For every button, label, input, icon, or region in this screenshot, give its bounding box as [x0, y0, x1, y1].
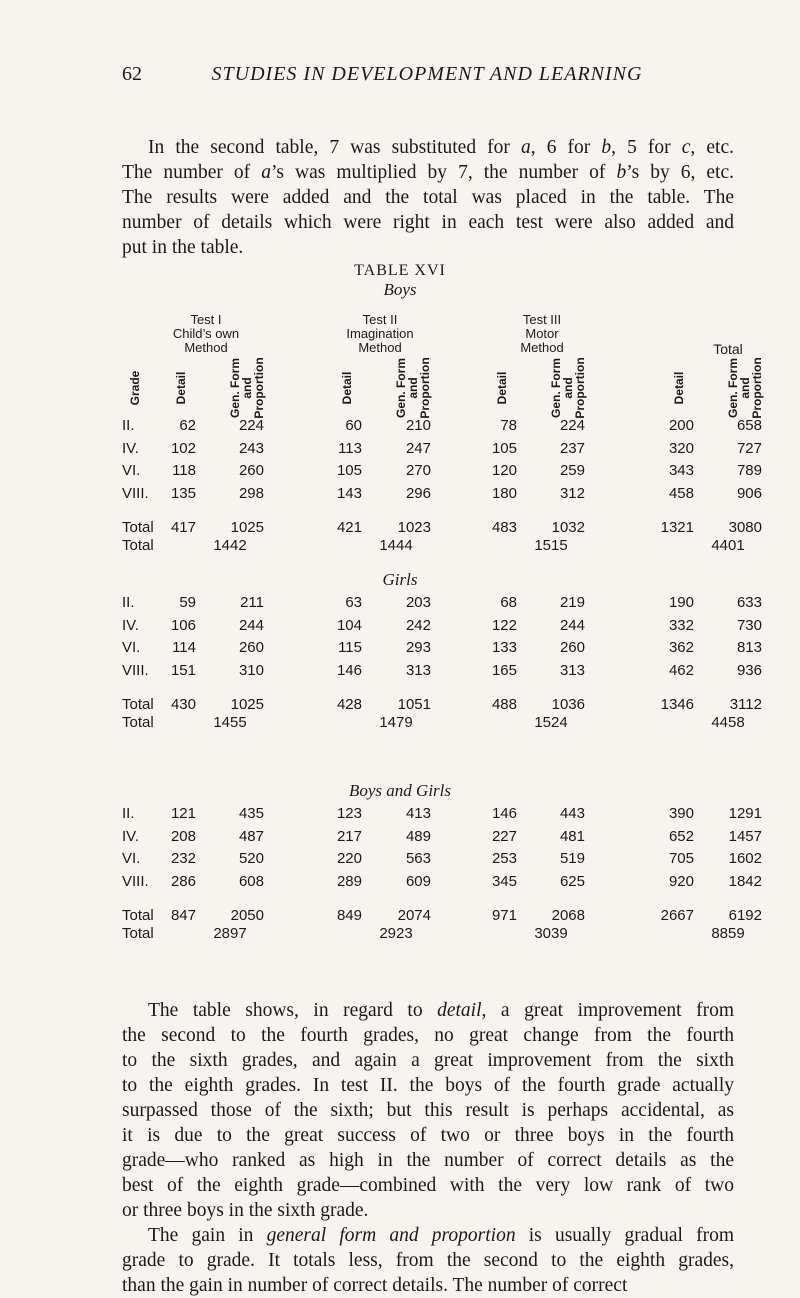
gen-form-column-label: Gen. Form and Proportion: [394, 357, 432, 419]
section-title: Girls: [382, 570, 418, 589]
table-cell: 115: [338, 639, 362, 656]
table-cell: 135: [170, 484, 196, 502]
table-cell: 1842: [728, 872, 762, 890]
table-cell: 217: [336, 827, 362, 845]
gen-form-column-label: Gen. Form and Proportion: [549, 357, 587, 419]
table-cell: 413: [405, 805, 431, 822]
table-cell: 243: [238, 439, 264, 457]
total-header: Total: [713, 341, 743, 357]
grade-cell: VI.: [122, 462, 141, 479]
table-cell: 971: [491, 907, 517, 924]
body-line: The gain in general form and proportion is usually gradual from: [148, 1225, 734, 1246]
table-cell: 68: [500, 594, 517, 611]
table-cell: 224: [559, 417, 585, 434]
table-cell: 6192: [728, 907, 762, 924]
table-cell: 208: [170, 827, 196, 845]
table-cell: 462: [668, 661, 694, 679]
table-cell: 227: [491, 827, 517, 845]
body-line: best of the eighth grade—combined with the very low rank of two: [122, 1175, 734, 1196]
table-cell: 105: [491, 439, 517, 457]
table-cell: 608: [238, 872, 264, 890]
table-cell: 253: [491, 850, 517, 867]
grade-cell: VIII.: [122, 661, 149, 679]
grade-cell: Total: [122, 907, 154, 924]
grade-cell: VI.: [122, 639, 141, 656]
intro-line: The number of a’s was multiplied by 7, the number of b’s by 6, etc.: [122, 162, 734, 183]
test-name: Test III: [522, 312, 562, 327]
combined-total-cell: 8859: [711, 925, 745, 942]
grade-cell: IV.: [122, 439, 139, 457]
intro-line: The results were added and the total was placed in the table. The: [122, 187, 734, 208]
table-cell: 390: [668, 805, 694, 822]
table-cell: 211: [240, 594, 264, 611]
table-cell: 123: [336, 805, 362, 822]
table-cell: 813: [736, 639, 762, 656]
body-paragraph: [122, 998, 734, 1298]
table-cell: 1291: [728, 805, 762, 822]
table-cell: 727: [736, 439, 762, 457]
table-cell: 652: [668, 827, 694, 845]
body-line: The table shows, in regard to detail, a great improvement from: [148, 1000, 734, 1021]
table-cell: 151: [170, 661, 196, 679]
table-cell: 244: [238, 616, 264, 634]
grade-column-label: Grade: [128, 370, 142, 406]
table-cell: 1025: [230, 519, 264, 536]
combined-total-cell: 1515: [534, 537, 568, 554]
table-cell: 332: [668, 616, 694, 634]
table-cell: 2074: [397, 907, 431, 924]
table-cell: 1346: [660, 696, 694, 713]
test-header: [472, 313, 612, 355]
table-cell: 244: [559, 616, 585, 634]
table-cell: 3080: [728, 519, 762, 536]
body-line: to the sixth grades, and again a great improvement from the sixth: [122, 1050, 734, 1071]
table-cell: 62: [179, 417, 196, 434]
body-line: to the eighth grades. In test II. the boys of the fourth grade actually: [122, 1075, 734, 1096]
body-line: grade to grade. It totals less, from the second to the eighth grades,: [122, 1250, 734, 1271]
intro-line: In the second table, 7 was substituted for a, 6 for b, 5 for c, etc.: [148, 137, 734, 158]
table-cell: 105: [336, 462, 362, 479]
body-line: the second to the fourth grades, no great change from the fourth: [122, 1025, 734, 1046]
test-method-2: Method: [184, 340, 228, 355]
table-cell: 260: [238, 639, 264, 656]
table-cell: 259: [559, 462, 585, 479]
table-cell: 458: [668, 484, 694, 502]
table-cell: 220: [336, 850, 362, 867]
table-cell: 146: [336, 661, 362, 679]
table-cell: 428: [336, 696, 362, 713]
table-cell: 180: [491, 484, 517, 502]
table-cell: 936: [736, 661, 762, 679]
test-method-2: Method: [358, 340, 402, 355]
table-cell: 421: [336, 519, 362, 536]
grade-cell: VIII.: [122, 872, 149, 890]
body-line: or three boys in the sixth grade.: [122, 1200, 369, 1221]
table-cell: 165: [491, 661, 517, 679]
test-header: [310, 313, 450, 355]
table-cell: 847: [170, 907, 196, 924]
table-cell: 219: [559, 594, 585, 611]
test-method: Imagination: [346, 326, 414, 341]
gen-form-column-label: Gen. Form and Proportion: [228, 357, 266, 419]
table-cell: 2050: [230, 907, 264, 924]
gen-form-column-label: Gen. Form and Proportion: [726, 357, 764, 419]
table-cell: 1051: [397, 696, 431, 713]
table-cell: 705: [668, 850, 694, 867]
body-line: surpassed those of the sixth; but this result is perhaps accidental, as: [122, 1100, 734, 1121]
grade-cell: VIII.: [122, 484, 149, 502]
table-cell: 106: [170, 616, 196, 634]
table-cell: 63: [345, 594, 362, 611]
table-cell: 247: [405, 439, 431, 457]
grand-total-label: Total: [122, 537, 154, 554]
table-cell: 224: [238, 417, 264, 434]
table-cell: 789: [736, 462, 762, 479]
combined-total-cell: 1455: [213, 714, 247, 731]
table-cell: 143: [336, 484, 362, 502]
table-cell: 293: [405, 639, 431, 656]
table-cell: 200: [668, 417, 694, 434]
table-cell: 286: [170, 872, 196, 890]
test-name: Test II: [362, 312, 398, 327]
grade-cell: VI.: [122, 850, 141, 867]
table-cell: 1025: [230, 696, 264, 713]
table-cell: 563: [405, 850, 431, 867]
grade-cell: II.: [122, 805, 135, 822]
table-cell: 920: [668, 872, 694, 890]
table-cell: 730: [736, 616, 762, 634]
table-cell: 60: [345, 417, 362, 434]
table-cell: 362: [668, 639, 694, 656]
table-cell: 289: [336, 872, 362, 890]
table-cell: 102: [170, 439, 196, 457]
table-cell: 658: [736, 417, 762, 434]
combined-total-cell: 1442: [213, 537, 247, 554]
table-cell: 1602: [728, 850, 762, 867]
intro-line: number of details which were right in each test were also added and: [122, 212, 734, 233]
table-title: TABLE XVI: [354, 262, 446, 279]
combined-total-cell: 1444: [379, 537, 413, 554]
table-cell: 435: [238, 805, 264, 822]
body-line: than the gain in number of correct details. The number of correct: [122, 1275, 628, 1296]
table-cell: 481: [559, 827, 585, 845]
grade-cell: Total: [122, 519, 154, 536]
intro-paragraph: [122, 135, 734, 260]
table-cell: 260: [559, 639, 585, 656]
table-cell: 298: [238, 484, 264, 502]
table-cell: 118: [172, 462, 196, 479]
table-cell: 2068: [551, 907, 585, 924]
table-cell: 203: [405, 594, 431, 611]
section-title: Boys: [383, 280, 417, 299]
test-header: [136, 313, 276, 355]
table-cell: 625: [559, 872, 585, 890]
table-cell: 122: [491, 616, 517, 634]
table-cell: 59: [179, 594, 196, 611]
table-cell: 1023: [397, 519, 431, 536]
page-header: [122, 63, 732, 93]
test-method: Child’s own: [172, 326, 240, 341]
page-number: 62: [122, 63, 142, 85]
combined-total-cell: 1524: [534, 714, 568, 731]
table-cell: 313: [559, 661, 585, 679]
table-cell: 104: [336, 616, 362, 634]
combined-total-cell: 4401: [711, 537, 745, 554]
table-cell: 270: [405, 462, 431, 479]
table-cell: 519: [559, 850, 585, 867]
intro-line: put in the table.: [122, 237, 244, 258]
table-cell: 120: [491, 462, 517, 479]
detail-column-label: Detail: [174, 371, 188, 405]
test-name: Test I: [190, 312, 222, 327]
combined-total-cell: 2923: [379, 925, 413, 942]
table-cell: 313: [405, 661, 431, 679]
combined-total-cell: 1479: [379, 714, 413, 731]
combined-total-cell: 4458: [711, 714, 745, 731]
body-line: it is due to the great success of two or three boys in the fourth: [122, 1125, 734, 1146]
table-cell: 242: [405, 616, 431, 634]
grand-total-label: Total: [122, 714, 154, 731]
table-cell: 520: [238, 850, 264, 867]
table-cell: 210: [405, 417, 431, 434]
detail-column-label: Detail: [340, 371, 354, 405]
grand-total-label: Total: [122, 925, 154, 942]
table-cell: 312: [559, 484, 585, 502]
table-cell: 113: [338, 439, 362, 457]
table-cell: 487: [238, 827, 264, 845]
table-cell: 1032: [551, 519, 585, 536]
table-cell: 483: [491, 519, 517, 536]
section-title: Boys and Girls: [349, 781, 451, 800]
table-cell: 343: [668, 462, 694, 479]
combined-total-cell: 3039: [534, 925, 568, 942]
table-cell: 633: [736, 594, 762, 611]
table-cell: 133: [491, 639, 517, 656]
grade-cell: IV.: [122, 827, 139, 845]
body-line: grade—who ranked as high in the number of correct details as the: [122, 1150, 734, 1171]
table-cell: 237: [559, 439, 585, 457]
table-cell: 443: [559, 805, 585, 822]
table-cell: 114: [172, 639, 196, 656]
table-cell: 320: [668, 439, 694, 457]
table-cell: 849: [336, 907, 362, 924]
grade-cell: II.: [122, 417, 135, 434]
table-cell: 296: [405, 484, 431, 502]
table-cell: 190: [668, 594, 694, 611]
table-cell: 488: [491, 696, 517, 713]
table-cell: 3112: [729, 696, 762, 713]
table-cell: 906: [736, 484, 762, 502]
table-cell: 232: [170, 850, 196, 867]
detail-column-label: Detail: [672, 371, 686, 405]
table-cell: 146: [491, 805, 517, 822]
table-cell: 430: [170, 696, 196, 713]
table-cell: 78: [500, 417, 517, 434]
grade-cell: IV.: [122, 616, 139, 634]
table-cell: 345: [491, 872, 517, 890]
test-method: Motor: [525, 326, 559, 341]
table-cell: 260: [238, 462, 264, 479]
table-cell: 1457: [728, 827, 762, 845]
table-cell: 310: [238, 661, 264, 679]
grade-cell: Total: [122, 696, 154, 713]
table-cell: 1036: [551, 696, 585, 713]
grade-cell: II.: [122, 594, 135, 611]
table-cell: 121: [170, 805, 196, 822]
table-cell: 609: [405, 872, 431, 890]
detail-column-label: Detail: [495, 371, 509, 405]
table-cell: 417: [170, 519, 196, 536]
combined-total-cell: 2897: [213, 925, 247, 942]
table-cell: 2667: [660, 907, 694, 924]
running-title: STUDIES IN DEVELOPMENT AND LEARNING: [211, 63, 643, 85]
table-cell: 1321: [660, 519, 694, 536]
table-cell: 489: [405, 827, 431, 845]
test-method-2: Method: [520, 340, 564, 355]
